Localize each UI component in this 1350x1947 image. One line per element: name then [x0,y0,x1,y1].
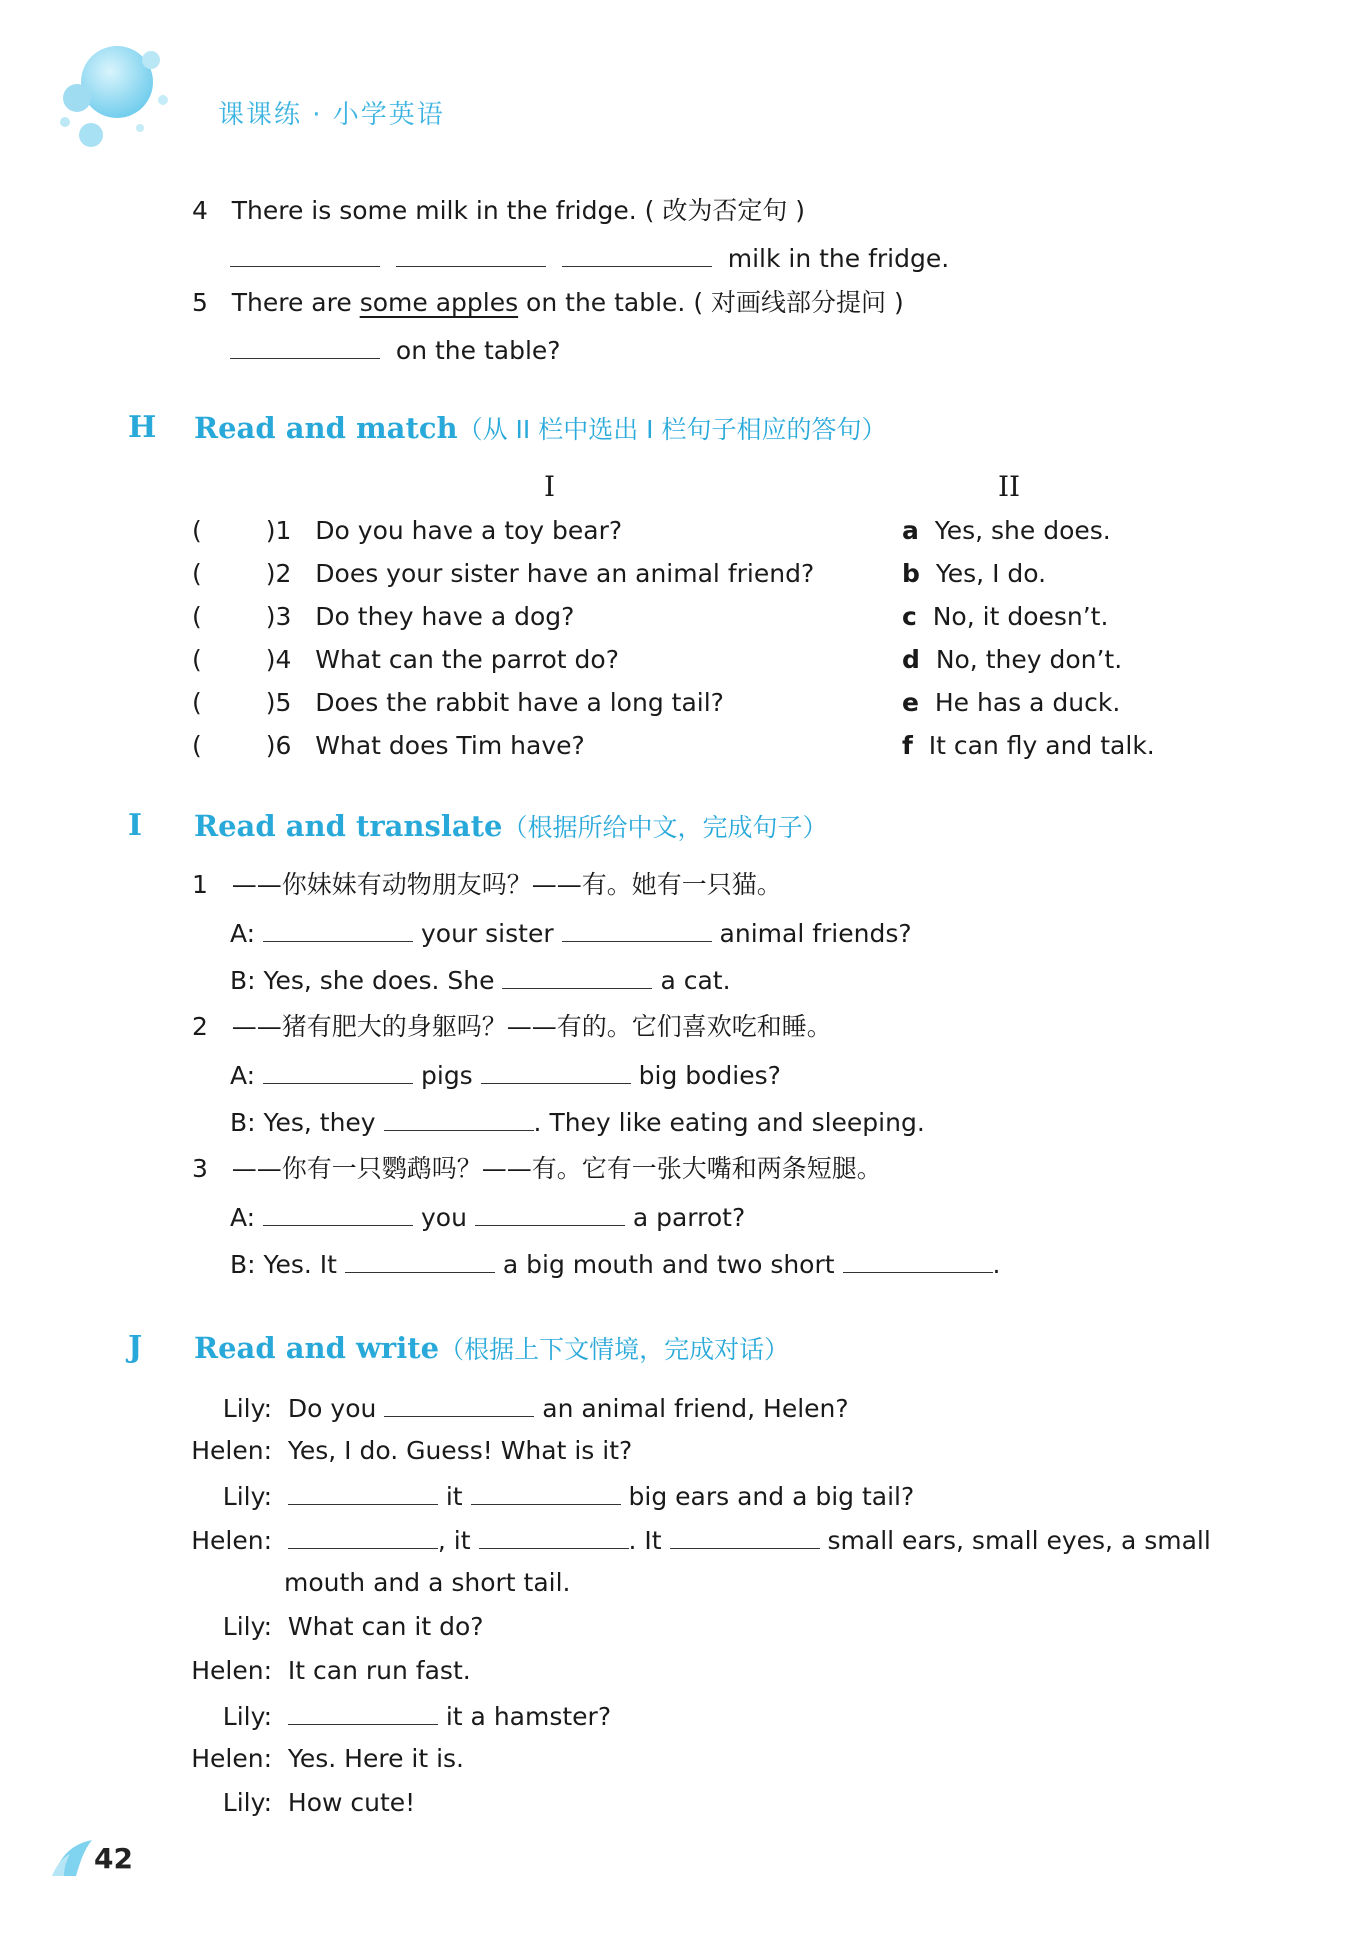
answer-letter: b [902,559,920,588]
dialogue-line-5: Lily: What can it do? [222,1612,484,1641]
i-item1-a: A: your sister animal friends? [230,919,912,948]
i-item3-a: A: you a parrot? [230,1203,746,1232]
i-item3-chinese: 3 ——你有一只鹦鹉吗？——有。它有一张大嘴和两条短腿。 [192,1154,882,1183]
match-question-row [192,645,619,675]
blank[interactable] [475,1201,625,1226]
blank[interactable] [481,1059,631,1084]
question-number: 5 [275,688,292,717]
match-answer-row [902,602,1108,632]
blank[interactable] [670,1524,820,1549]
dialogue-line-3: Lily: it big ears and a big tail? [222,1482,915,1511]
dialogue-line-1: Lily: Do you an animal friend, Helen? [222,1394,849,1423]
dialogue-line-9: Lily: How cute! [222,1788,416,1817]
blank[interactable] [384,1392,534,1417]
match-question-row [192,559,814,589]
answer-text: No, they don’t. [935,645,1123,674]
answer-paren-close: ) [265,688,276,717]
i-item3-b: B: Yes. It a big mouth and two short . [230,1250,1001,1279]
section-i-letter: I [128,808,143,843]
match-answer-row [902,559,1046,589]
section-j-heading: Read and write（根据上下文情境，完成对话） [194,1331,790,1365]
answer-text: No, it doesn’t. [932,602,1109,631]
blank[interactable] [230,242,380,267]
section-h-letter: H [128,410,157,445]
answer-text: He has a duck. [934,688,1121,717]
question-text: What does Tim have? [315,731,585,760]
answer-paren-open[interactable]: ( [192,688,202,717]
answer-paren-close: ) [265,645,276,674]
question-number: 1 [275,516,292,545]
blank[interactable] [396,242,546,267]
section-h-heading: Read and match（从 II 栏中选出 I 栏句子相应的答句） [194,411,887,445]
bubble-decoration-icon [55,40,195,160]
match-answer-row [902,688,1120,718]
column-i-header: I [544,470,556,503]
blank[interactable] [288,1480,438,1505]
column-ii-header: II [998,470,1021,503]
question-text: Do you have a toy bear? [315,516,623,545]
question-text: Does your sister have an animal friend? [315,559,815,588]
g-q4-answer: milk in the fridge. [230,242,949,274]
question-number: 2 [275,559,292,588]
section-j-letter: J [128,1330,143,1365]
blank[interactable] [288,1524,438,1549]
answer-paren-close: ) [265,516,276,545]
blank[interactable] [471,1480,621,1505]
question-number: 3 [275,602,292,631]
answer-paren-close: ) [265,559,276,588]
answer-letter: a [902,516,919,545]
answer-paren-open[interactable]: ( [192,645,202,674]
blank[interactable] [843,1248,993,1273]
answer-paren-close: ) [265,731,276,760]
answer-text: Yes, she does. [934,516,1111,545]
answer-paren-close: ) [265,602,276,631]
blank[interactable] [502,964,652,989]
answer-paren-open[interactable]: ( [192,559,202,588]
blank[interactable] [479,1524,629,1549]
i-item2-a: A: pigs big bodies? [230,1061,781,1090]
section-i-heading: Read and translate（根据所给中文，完成句子） [194,809,828,843]
answer-letter: f [902,731,913,760]
match-question-row [192,602,574,632]
answer-paren-open[interactable]: ( [192,602,202,631]
dialogue-line-7: Lily: it a hamster? [222,1702,612,1731]
blank[interactable] [562,917,712,942]
question-number: 4 [275,645,292,674]
answer-paren-open[interactable]: ( [192,731,202,760]
page-number: 42 [94,1842,133,1875]
answer-letter: c [902,602,917,631]
i-item1-chinese: 1 ——你妹妹有动物朋友吗？——有。她有一只猫。 [192,870,782,899]
blank[interactable] [345,1248,495,1273]
g-q5-prompt: 5 There are some apples on the table. ( 对画线部分提问 ) [192,288,904,317]
i-item1-b: B: Yes, she does. She a cat. [230,966,731,995]
answer-letter: d [902,645,920,674]
i-item2-b: B: Yes, they . They like eating and sleeping. [230,1108,925,1137]
blank[interactable] [384,1106,534,1131]
question-text: Does the rabbit have a long tail? [315,688,724,717]
question-text: Do they have a dog? [315,602,575,631]
match-question-row [192,516,622,546]
blank[interactable] [288,1700,438,1725]
dialogue-line-2: Helen: Yes, I do. Guess! What is it? [191,1436,633,1465]
match-answer-row [902,731,1155,761]
question-number: 6 [275,731,292,760]
match-answer-row [902,516,1111,546]
match-answer-row [902,645,1122,675]
dialogue-line-8: Helen: Yes. Here it is. [191,1744,465,1773]
dialogue-line-4-cont: mouth and a short tail. [284,1568,571,1597]
blank[interactable] [263,1201,413,1226]
match-question-row [192,688,724,718]
header-title: 课课练 · 小学英语 [218,100,445,130]
dialogue-line-6: Helen: It can run fast. [191,1656,471,1685]
dialogue-line-4: Helen: , it . It small ears, small eyes, a small [191,1526,1211,1555]
g-q4-prompt: 4 There is some milk in the fridge. ( 改为否定句 ) [192,196,806,225]
blank[interactable] [263,1059,413,1084]
answer-text: It can fly and talk. [928,731,1155,760]
answer-paren-open[interactable]: ( [192,516,202,545]
question-text: What can the parrot do? [315,645,619,674]
leaf-decoration-icon [50,1836,96,1880]
match-question-row [192,731,585,761]
answer-text: Yes, I do. [935,559,1047,588]
g-q5-answer: on the table? [230,334,561,366]
i-item2-chinese: 2 ——猪有肥大的身躯吗？——有的。它们喜欢吃和睡。 [192,1012,832,1041]
blank[interactable] [562,242,712,267]
blank[interactable] [263,917,413,942]
answer-letter: e [902,688,919,717]
blank[interactable] [230,334,380,359]
